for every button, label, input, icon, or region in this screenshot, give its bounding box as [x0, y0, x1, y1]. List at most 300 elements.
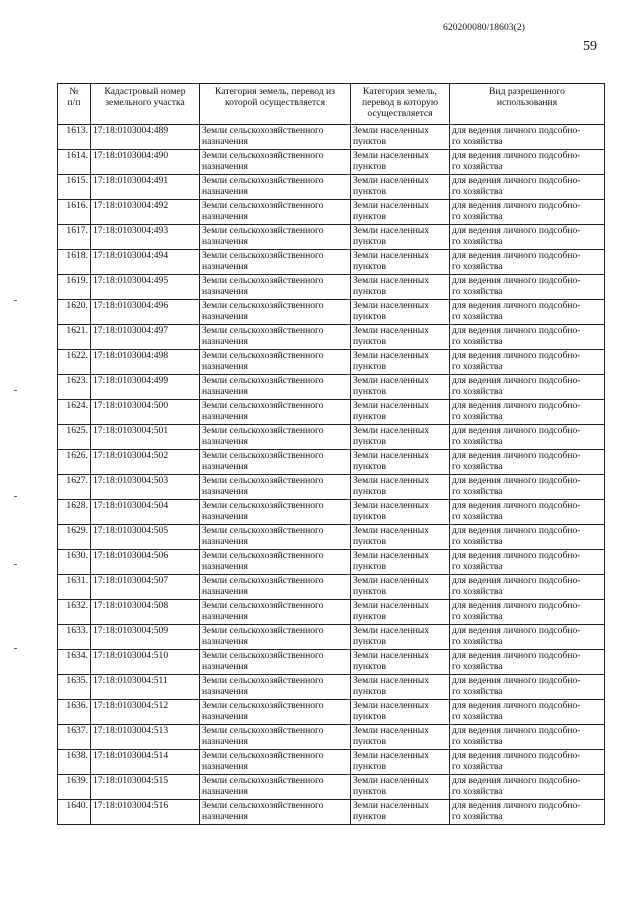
cadastral-number-line: 17:18:0103004:504	[93, 500, 169, 511]
permitted-use-line: для ведения личного подсобно-	[452, 800, 581, 811]
table-row	[58, 575, 605, 600]
cadastral-number-line: 17:18:0103004:497	[93, 325, 169, 336]
row-number-line: 1623.	[66, 375, 88, 386]
category-to-line: пунктов	[353, 136, 386, 147]
permitted-use	[450, 375, 605, 400]
cadastral-number	[91, 800, 200, 825]
cadastral-number-line: 17:18:0103004:490	[93, 150, 169, 161]
row-number-line: 1634.	[66, 650, 88, 661]
category-from-line: назначения	[202, 186, 248, 197]
category-to-line: пунктов	[353, 461, 386, 472]
permitted-use	[450, 625, 605, 650]
category-to-line: Земли населенных	[353, 775, 430, 786]
category-from-line: назначения	[202, 361, 248, 372]
land-plots-table	[57, 83, 605, 825]
category-from-line: назначения	[202, 611, 248, 622]
row-number-line: 1616.	[66, 200, 88, 211]
category-from-line: Земли сельскохозяйственного	[202, 750, 324, 761]
permitted-use	[450, 275, 605, 300]
row-number-line: 1614.	[66, 150, 88, 161]
header-line: Кадастровый номер	[104, 86, 186, 97]
category-from-line: назначения	[202, 761, 248, 772]
table-row	[58, 250, 605, 275]
permitted-use-line: го хозяйства	[452, 811, 503, 822]
category-from-line: назначения	[202, 661, 248, 672]
permitted-use-line: для ведения личного подсобно-	[452, 250, 581, 261]
cadastral-number-line: 17:18:0103004:514	[93, 750, 169, 761]
category-from-line: Земли сельскохозяйственного	[202, 625, 324, 636]
cadastral-number	[91, 125, 200, 150]
category-from	[200, 400, 351, 425]
permitted-use	[450, 775, 605, 800]
category-from	[200, 775, 351, 800]
header-line: земельного участка	[105, 97, 185, 108]
row-number	[58, 625, 91, 650]
row-number-line: 1625.	[66, 425, 88, 436]
permitted-use-line: для ведения личного подсобно-	[452, 650, 581, 661]
table-row	[58, 200, 605, 225]
row-number-line: 1638.	[66, 750, 88, 761]
category-to-line: пунктов	[353, 786, 386, 797]
row-number	[58, 350, 91, 375]
row-number-line: 1620.	[66, 300, 88, 311]
cadastral-number	[91, 750, 200, 775]
table-row	[58, 425, 605, 450]
category-to-line: Земли населенных	[353, 125, 430, 136]
row-number	[58, 400, 91, 425]
category-from	[200, 750, 351, 775]
cadastral-number-line: 17:18:0103004:511	[93, 675, 168, 686]
category-from	[200, 425, 351, 450]
permitted-use-line: для ведения личного подсобно-	[452, 175, 581, 186]
row-number	[58, 450, 91, 475]
category-from-line: Земли сельскохозяйственного	[202, 350, 324, 361]
table-row	[58, 375, 605, 400]
category-from-line: назначения	[202, 586, 248, 597]
cadastral-number	[91, 325, 200, 350]
category-from	[200, 350, 351, 375]
row-number-line: 1617.	[66, 225, 88, 236]
permitted-use	[450, 550, 605, 575]
category-to-line: пунктов	[353, 336, 386, 347]
permitted-use-line: го хозяйства	[452, 486, 503, 497]
permitted-use-line: го хозяйства	[452, 186, 503, 197]
row-number	[58, 250, 91, 275]
permitted-use-line: го хозяйства	[452, 636, 503, 647]
permitted-use	[450, 425, 605, 450]
header-line: Вид разрешенного	[489, 86, 565, 97]
category-to	[351, 250, 450, 275]
permitted-use-line: го хозяйства	[452, 161, 503, 172]
category-to	[351, 150, 450, 175]
row-number	[58, 725, 91, 750]
permitted-use	[450, 675, 605, 700]
cadastral-number-line: 17:18:0103004:494	[93, 250, 169, 261]
category-from-line: Земли сельскохозяйственного	[202, 225, 324, 236]
cadastral-number	[91, 400, 200, 425]
category-from-line: назначения	[202, 436, 248, 447]
category-to-line: Земли населенных	[353, 550, 430, 561]
category-from-line: Земли сельскохозяйственного	[202, 400, 324, 411]
header-category-from	[200, 84, 351, 125]
permitted-use-line: го хозяйства	[452, 436, 503, 447]
permitted-use	[450, 175, 605, 200]
category-to-line: Земли населенных	[353, 475, 430, 486]
row-number-line: 1621.	[66, 325, 88, 336]
row-number	[58, 575, 91, 600]
permitted-use-line: для ведения личного подсобно-	[452, 400, 581, 411]
category-to-line: Земли населенных	[353, 150, 430, 161]
permitted-use-line: для ведения личного подсобно-	[452, 775, 581, 786]
category-from	[200, 125, 351, 150]
category-from-line: назначения	[202, 536, 248, 547]
cadastral-number	[91, 425, 200, 450]
permitted-use	[450, 125, 605, 150]
table-row	[58, 300, 605, 325]
category-to-line: пунктов	[353, 736, 386, 747]
category-to-line: пунктов	[353, 286, 386, 297]
cadastral-number	[91, 225, 200, 250]
row-number-line: 1629.	[66, 525, 88, 536]
row-number	[58, 700, 91, 725]
category-from-line: Земли сельскохозяйственного	[202, 650, 324, 661]
category-from-line: назначения	[202, 261, 248, 272]
cadastral-number-line: 17:18:0103004:507	[93, 575, 169, 586]
permitted-use-line: для ведения личного подсобно-	[452, 575, 581, 586]
permitted-use	[450, 650, 605, 675]
cadastral-number-line: 17:18:0103004:516	[93, 800, 169, 811]
scan-mark	[14, 390, 17, 391]
cadastral-number	[91, 775, 200, 800]
permitted-use	[450, 725, 605, 750]
permitted-use-line: го хозяйства	[452, 411, 503, 422]
category-from-line: Земли сельскохозяйственного	[202, 500, 324, 511]
category-from-line: назначения	[202, 386, 248, 397]
category-to-line: Земли населенных	[353, 650, 430, 661]
permitted-use-line: го хозяйства	[452, 361, 503, 372]
category-to-line: Земли населенных	[353, 450, 430, 461]
category-from-line: назначения	[202, 336, 248, 347]
category-to	[351, 125, 450, 150]
permitted-use-line: го хозяйства	[452, 386, 503, 397]
category-from	[200, 150, 351, 175]
permitted-use-line: для ведения личного подсобно-	[452, 125, 581, 136]
category-to-line: Земли населенных	[353, 700, 430, 711]
permitted-use-line: го хозяйства	[452, 786, 503, 797]
table-row	[58, 475, 605, 500]
cadastral-number-line: 17:18:0103004:500	[93, 400, 169, 411]
permitted-use-line: для ведения личного подсобно-	[452, 150, 581, 161]
permitted-use-line: го хозяйства	[452, 136, 503, 147]
category-from-line: назначения	[202, 311, 248, 322]
cadastral-number-line: 17:18:0103004:498	[93, 350, 169, 361]
cadastral-number	[91, 450, 200, 475]
page-number: 59	[583, 39, 597, 54]
table-header-row	[58, 84, 605, 125]
row-number	[58, 500, 91, 525]
category-to-line: пунктов	[353, 761, 386, 772]
category-from-line: Земли сельскохозяйственного	[202, 375, 324, 386]
row-number-line: 1627.	[66, 475, 88, 486]
row-number-line: 1626.	[66, 450, 88, 461]
permitted-use	[450, 700, 605, 725]
permitted-use-line: для ведения личного подсобно-	[452, 500, 581, 511]
category-from-line: назначения	[202, 561, 248, 572]
cadastral-number-line: 17:18:0103004:513	[93, 725, 169, 736]
cadastral-number	[91, 550, 200, 575]
cadastral-number-line: 17:18:0103004:495	[93, 275, 169, 286]
category-from-line: Земли сельскохозяйственного	[202, 775, 324, 786]
cadastral-number	[91, 250, 200, 275]
row-number	[58, 125, 91, 150]
permitted-use	[450, 500, 605, 525]
permitted-use-line: го хозяйства	[452, 561, 503, 572]
category-from-line: назначения	[202, 236, 248, 247]
scan-mark	[14, 496, 17, 497]
category-to	[351, 450, 450, 475]
category-to	[351, 325, 450, 350]
category-from	[200, 675, 351, 700]
scan-mark	[14, 300, 17, 301]
cadastral-number	[91, 525, 200, 550]
category-to-line: Земли населенных	[353, 675, 430, 686]
category-from-line: Земли сельскохозяйственного	[202, 275, 324, 286]
category-from	[200, 500, 351, 525]
permitted-use	[450, 600, 605, 625]
cadastral-number-line: 17:18:0103004:499	[93, 375, 169, 386]
table-row	[58, 225, 605, 250]
category-to	[351, 600, 450, 625]
cadastral-number	[91, 500, 200, 525]
category-to-line: пунктов	[353, 511, 386, 522]
category-from-line: назначения	[202, 211, 248, 222]
row-number	[58, 750, 91, 775]
category-to	[351, 425, 450, 450]
category-from-line: Земли сельскохозяйственного	[202, 250, 324, 261]
row-number-line: 1618.	[66, 250, 88, 261]
cadastral-number	[91, 275, 200, 300]
cadastral-number	[91, 600, 200, 625]
row-number-line: 1613.	[66, 125, 88, 136]
category-from	[200, 375, 351, 400]
permitted-use-line: го хозяйства	[452, 611, 503, 622]
row-number-line: 1639.	[66, 775, 88, 786]
row-number	[58, 550, 91, 575]
row-number	[58, 800, 91, 825]
cadastral-number	[91, 700, 200, 725]
category-to	[351, 775, 450, 800]
category-to	[351, 750, 450, 775]
category-from-line: назначения	[202, 636, 248, 647]
table-row	[58, 650, 605, 675]
category-to	[351, 725, 450, 750]
category-to-line: Земли населенных	[353, 325, 430, 336]
category-to-line: пунктов	[353, 711, 386, 722]
category-to-line: пунктов	[353, 261, 386, 272]
table-row	[58, 500, 605, 525]
header-line: осуществляется	[367, 108, 433, 119]
category-from-line: назначения	[202, 136, 248, 147]
category-to-line: Земли населенных	[353, 200, 430, 211]
category-from	[200, 725, 351, 750]
permitted-use-line: го хозяйства	[452, 236, 503, 247]
permitted-use	[450, 800, 605, 825]
category-from-line: назначения	[202, 811, 248, 822]
category-from	[200, 650, 351, 675]
document-code: 620200080/18603(2)	[443, 23, 526, 33]
category-to-line: Земли населенных	[353, 500, 430, 511]
permitted-use-line: для ведения личного подсобно-	[452, 600, 581, 611]
category-from-line: назначения	[202, 411, 248, 422]
row-number	[58, 225, 91, 250]
table-row	[58, 625, 605, 650]
cadastral-number-line: 17:18:0103004:505	[93, 525, 169, 536]
row-number-line: 1633.	[66, 625, 88, 636]
category-from	[200, 275, 351, 300]
row-number	[58, 200, 91, 225]
permitted-use-line: для ведения личного подсобно-	[452, 450, 581, 461]
category-to	[351, 650, 450, 675]
table-row	[58, 800, 605, 825]
row-number-line: 1631.	[66, 575, 88, 586]
header-category-to	[351, 84, 450, 125]
permitted-use-line: го хозяйства	[452, 311, 503, 322]
permitted-use-line: го хозяйства	[452, 536, 503, 547]
header-line: Категория земель,	[363, 86, 437, 97]
category-to	[351, 400, 450, 425]
category-from-line: Земли сельскохозяйственного	[202, 800, 324, 811]
table-row	[58, 675, 605, 700]
category-from-line: Земли сельскохозяйственного	[202, 550, 324, 561]
category-to-line: Земли населенных	[353, 750, 430, 761]
row-number	[58, 650, 91, 675]
category-to-line: пунктов	[353, 611, 386, 622]
cadastral-number-line: 17:18:0103004:492	[93, 200, 169, 211]
table-row	[58, 600, 605, 625]
permitted-use-line: го хозяйства	[452, 661, 503, 672]
category-from-line: назначения	[202, 711, 248, 722]
permitted-use-line: для ведения личного подсобно-	[452, 350, 581, 361]
permitted-use	[450, 575, 605, 600]
category-to-line: пунктов	[353, 311, 386, 322]
category-to-line: пунктов	[353, 486, 386, 497]
header-number	[58, 84, 91, 125]
category-to-line: пунктов	[353, 811, 386, 822]
category-from-line: назначения	[202, 686, 248, 697]
category-from-line: Земли сельскохозяйственного	[202, 200, 324, 211]
cadastral-number	[91, 475, 200, 500]
permitted-use-line: го хозяйства	[452, 261, 503, 272]
table-row	[58, 725, 605, 750]
permitted-use	[450, 300, 605, 325]
category-to-line: Земли населенных	[353, 525, 430, 536]
category-from	[200, 225, 351, 250]
permitted-use-line: го хозяйства	[452, 711, 503, 722]
permitted-use	[450, 250, 605, 275]
permitted-use	[450, 475, 605, 500]
permitted-use-line: для ведения личного подсобно-	[452, 475, 581, 486]
category-to	[351, 625, 450, 650]
category-to-line: пунктов	[353, 161, 386, 172]
permitted-use-line: го хозяйства	[452, 761, 503, 772]
table-row	[58, 350, 605, 375]
cadastral-number-line: 17:18:0103004:506	[93, 550, 169, 561]
category-from-line: Земли сельскохозяйственного	[202, 175, 324, 186]
row-number	[58, 325, 91, 350]
cadastral-number	[91, 350, 200, 375]
category-to-line: Земли населенных	[353, 425, 430, 436]
category-to-line: пунктов	[353, 211, 386, 222]
row-number	[58, 375, 91, 400]
category-to-line: пунктов	[353, 536, 386, 547]
row-number-line: 1628.	[66, 500, 88, 511]
category-from	[200, 200, 351, 225]
category-to-line: Земли населенных	[353, 725, 430, 736]
cadastral-number	[91, 625, 200, 650]
permitted-use-line: для ведения личного подсобно-	[452, 425, 581, 436]
row-number	[58, 150, 91, 175]
table-row	[58, 150, 605, 175]
row-number	[58, 525, 91, 550]
permitted-use-line: для ведения личного подсобно-	[452, 625, 581, 636]
category-to-line: пунктов	[353, 436, 386, 447]
permitted-use-line: го хозяйства	[452, 286, 503, 297]
category-from-line: Земли сельскохозяйственного	[202, 125, 324, 136]
permitted-use	[450, 750, 605, 775]
cadastral-number-line: 17:18:0103004:502	[93, 450, 169, 461]
category-from	[200, 450, 351, 475]
table-row	[58, 700, 605, 725]
category-to	[351, 475, 450, 500]
category-to-line: Земли населенных	[353, 175, 430, 186]
permitted-use	[450, 225, 605, 250]
permitted-use	[450, 325, 605, 350]
table-row	[58, 550, 605, 575]
permitted-use	[450, 150, 605, 175]
row-number-line: 1632.	[66, 600, 88, 611]
category-to	[351, 675, 450, 700]
category-from-line: Земли сельскохозяйственного	[202, 325, 324, 336]
header-cadastral	[91, 84, 200, 125]
category-to-line: пунктов	[353, 661, 386, 672]
category-to-line: Земли населенных	[353, 575, 430, 586]
category-from-line: назначения	[202, 786, 248, 797]
permitted-use-line: для ведения личного подсобно-	[452, 525, 581, 536]
category-from	[200, 625, 351, 650]
category-to-line: Земли населенных	[353, 300, 430, 311]
category-to-line: пунктов	[353, 636, 386, 647]
permitted-use	[450, 400, 605, 425]
permitted-use-line: для ведения личного подсобно-	[452, 325, 581, 336]
permitted-use-line: го хозяйства	[452, 586, 503, 597]
header-line: п/п	[67, 97, 81, 108]
permitted-use	[450, 350, 605, 375]
cadastral-number	[91, 725, 200, 750]
row-number	[58, 775, 91, 800]
row-number-line: 1624.	[66, 400, 88, 411]
category-from-line: назначения	[202, 161, 248, 172]
category-from	[200, 525, 351, 550]
category-from-line: Земли сельскохозяйственного	[202, 600, 324, 611]
table-row	[58, 125, 605, 150]
row-number-line: 1636.	[66, 700, 88, 711]
header-line: перевод в которую	[362, 97, 438, 108]
row-number-line: 1622.	[66, 350, 88, 361]
category-from-line: назначения	[202, 486, 248, 497]
row-number-line: 1640.	[66, 800, 88, 811]
category-to	[351, 300, 450, 325]
row-number-line: 1635.	[66, 675, 88, 686]
